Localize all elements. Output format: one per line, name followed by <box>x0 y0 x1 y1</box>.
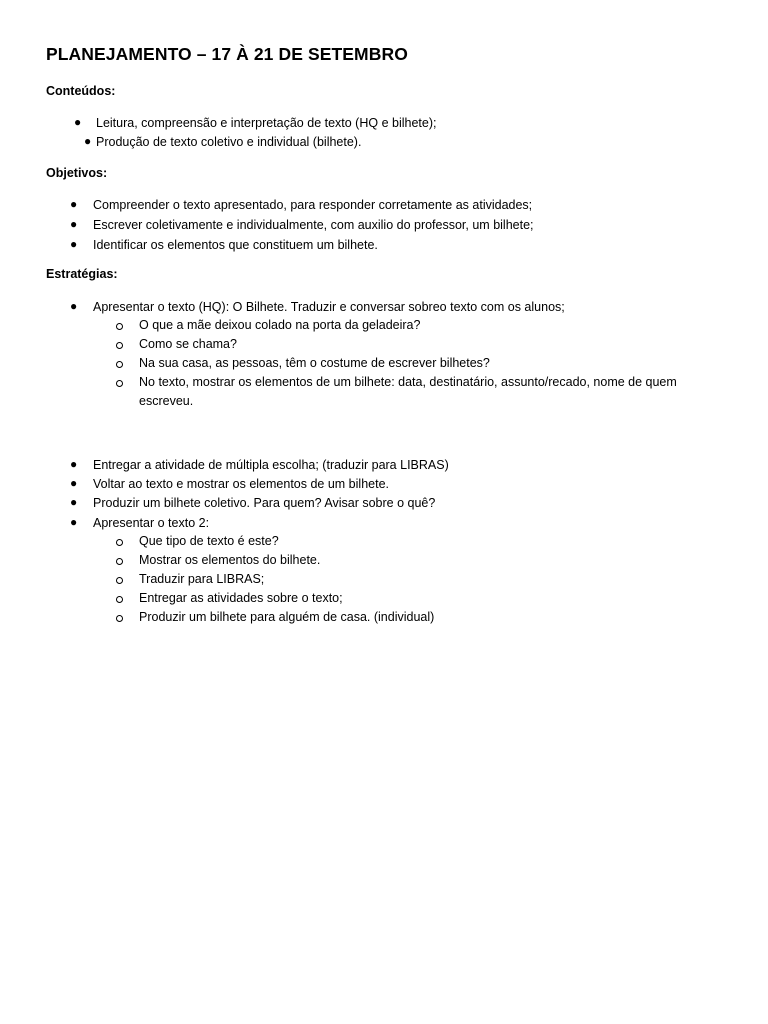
bullet-icon: ● <box>84 134 92 148</box>
list-item-text: Compreender o texto apresentado, para responder corretamente as atividades; <box>93 198 533 212</box>
bullet-icon: ● <box>70 217 78 231</box>
circle-bullet-icon <box>116 361 123 368</box>
sub-list-item-text: Traduzir para LIBRAS; <box>139 572 265 586</box>
list-item-text: Voltar ao texto e mostrar os elementos de um bilhete. <box>93 477 389 491</box>
list-item-text: Escrever coletivamente e individualmente, com auxilio do professor, um bilhete; <box>93 218 534 232</box>
circle-bullet-icon <box>116 342 123 349</box>
bullet-icon: ● <box>74 115 82 129</box>
bullet-icon: ● <box>70 495 78 509</box>
bullet-icon: ● <box>70 476 78 490</box>
sub-list-item-text: Entregar as atividades sobre o texto; <box>139 591 343 605</box>
circle-bullet-icon <box>116 380 123 387</box>
sub-list-item-text: Como se chama? <box>139 337 237 351</box>
circle-bullet-icon <box>116 558 123 565</box>
sub-list-item-text: Na sua casa, as pessoas, têm o costume de escrever bilhetes? <box>139 356 490 370</box>
sub-list-item-text: O que a mãe deixou colado na porta da geladeira? <box>139 318 421 332</box>
list-item-text: Apresentar o texto 2: <box>93 516 210 530</box>
page-title: PLANEJAMENTO – 17 À 21 DE SETEMBRO <box>46 44 408 64</box>
bullet-icon: ● <box>70 457 78 471</box>
circle-bullet-icon <box>116 539 123 546</box>
circle-bullet-icon <box>116 577 123 584</box>
bullet-icon: ● <box>70 197 78 211</box>
bullet-icon: ● <box>70 515 78 529</box>
section-heading-objetivos: Objetivos: <box>46 166 108 180</box>
list-item-text: Entregar a atividade de múltipla escolha; (traduzir para LIBRAS) <box>93 458 449 472</box>
list-item-text: Produzir um bilhete coletivo. Para quem? Avisar sobre o quê? <box>93 496 436 510</box>
list-item-text: Identificar os elementos que constituem um bilhete. <box>93 238 378 252</box>
sub-list-item-text: Mostrar os elementos do bilhete. <box>139 553 321 567</box>
circle-bullet-icon <box>116 323 123 330</box>
section-heading-estrategias: Estratégias: <box>46 267 118 281</box>
bullet-icon: ● <box>70 237 78 251</box>
list-item-text: Leitura, compreensão e interpretação de texto (HQ e bilhete); <box>96 116 437 130</box>
bullet-icon: ● <box>70 299 78 313</box>
sub-list-item-text: Produzir um bilhete para alguém de casa. (individual) <box>139 610 435 624</box>
sub-list-item-text: Que tipo de texto é este? <box>139 534 279 548</box>
list-item-text: Apresentar o texto (HQ): O Bilhete. Traduzir e conversar sobreo texto com os alunos; <box>93 300 565 314</box>
circle-bullet-icon <box>116 615 123 622</box>
list-item-text: Produção de texto coletivo e individual (bilhete). <box>96 135 362 149</box>
circle-bullet-icon <box>116 596 123 603</box>
section-heading-conteudos: Conteúdos: <box>46 84 116 98</box>
sub-list-item-text: No texto, mostrar os elementos de um bilhete: data, destinatário, assunto/recado, nome de quem escreveu. <box>139 375 677 408</box>
